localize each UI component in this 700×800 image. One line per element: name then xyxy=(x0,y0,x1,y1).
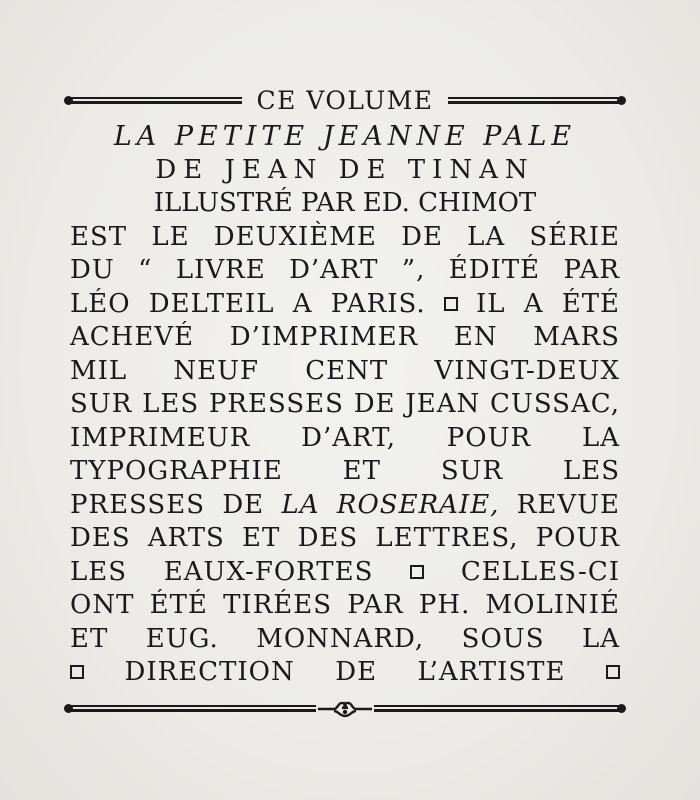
illustrator-line: ILLUSTRÉ PAR ED. CHIMOT xyxy=(153,188,537,218)
bottom-rule-right-line xyxy=(374,704,620,713)
text-line-13: ET EUG. MONNARD, SOUS LA xyxy=(70,623,620,654)
square-ornament-icon xyxy=(70,665,84,679)
top-rule xyxy=(70,80,620,120)
square-ornament-icon xyxy=(444,297,458,311)
text-line-4: ACHEVÉ D’IMPRIMER EN MARS xyxy=(70,322,620,352)
text-line-5: MIL NEUF CENT VINGT-DEUX xyxy=(70,355,620,386)
text-segment: PRESSES DE xyxy=(70,489,265,520)
top-rule-right-line xyxy=(448,96,620,105)
text-segment: REVUE xyxy=(516,489,620,520)
text-segment: LÉO DELTEIL A PARIS. xyxy=(70,288,426,319)
text-segment: CELLES-CI xyxy=(460,556,620,587)
bottom-rule xyxy=(70,694,620,724)
top-rule-left-line xyxy=(70,96,242,105)
rule-knob-icon xyxy=(617,704,626,713)
text-line-9 xyxy=(70,489,620,523)
text-line-7: IMPRIMEUR D’ART, POUR LA xyxy=(70,422,620,453)
square-ornament-icon xyxy=(410,565,424,579)
rule-knob-icon xyxy=(64,96,73,105)
rule-knob-icon xyxy=(617,96,626,105)
scroll-ornament-icon xyxy=(316,697,374,721)
text-segment: LES EAUX-FORTES xyxy=(70,556,374,587)
text-segment: IL A ÉTÉ xyxy=(476,288,620,319)
text-segment: DIRECTION DE L’ARTISTE xyxy=(124,657,566,687)
text-line-6: SUR LES PRESSES DE JEAN CUSSAC, xyxy=(70,389,620,419)
author-line: DE JEAN DE TINAN xyxy=(155,154,535,185)
text-line-3 xyxy=(70,288,620,322)
bottom-rule-left-line xyxy=(70,704,316,713)
text-line-1: EST LE DEUXIÈME DE LA SÉRIE xyxy=(70,221,620,252)
colophon-heading: CE VOLUME xyxy=(256,85,434,115)
book-title: LA PETITE JEANNE PALE xyxy=(113,121,577,152)
text-line-8: TYPOGRAPHIE ET SUR LES xyxy=(70,456,620,486)
square-ornament-icon xyxy=(606,665,620,679)
text-line-11 xyxy=(70,556,620,590)
colophon-block xyxy=(70,80,620,724)
journal-name: LA ROSERAIE, xyxy=(281,489,500,520)
text-line-2: DU “ LIVRE D’ART ”, ÉDITÉ PAR xyxy=(70,255,620,285)
text-line-14 xyxy=(70,656,620,690)
text-line-12: ONT ÉTÉ TIRÉES PAR PH. MOLINIÉ xyxy=(70,590,620,620)
text-line-10: DES ARTS ET DES LETTRES, POUR xyxy=(70,523,620,553)
rule-knob-icon xyxy=(64,704,73,713)
